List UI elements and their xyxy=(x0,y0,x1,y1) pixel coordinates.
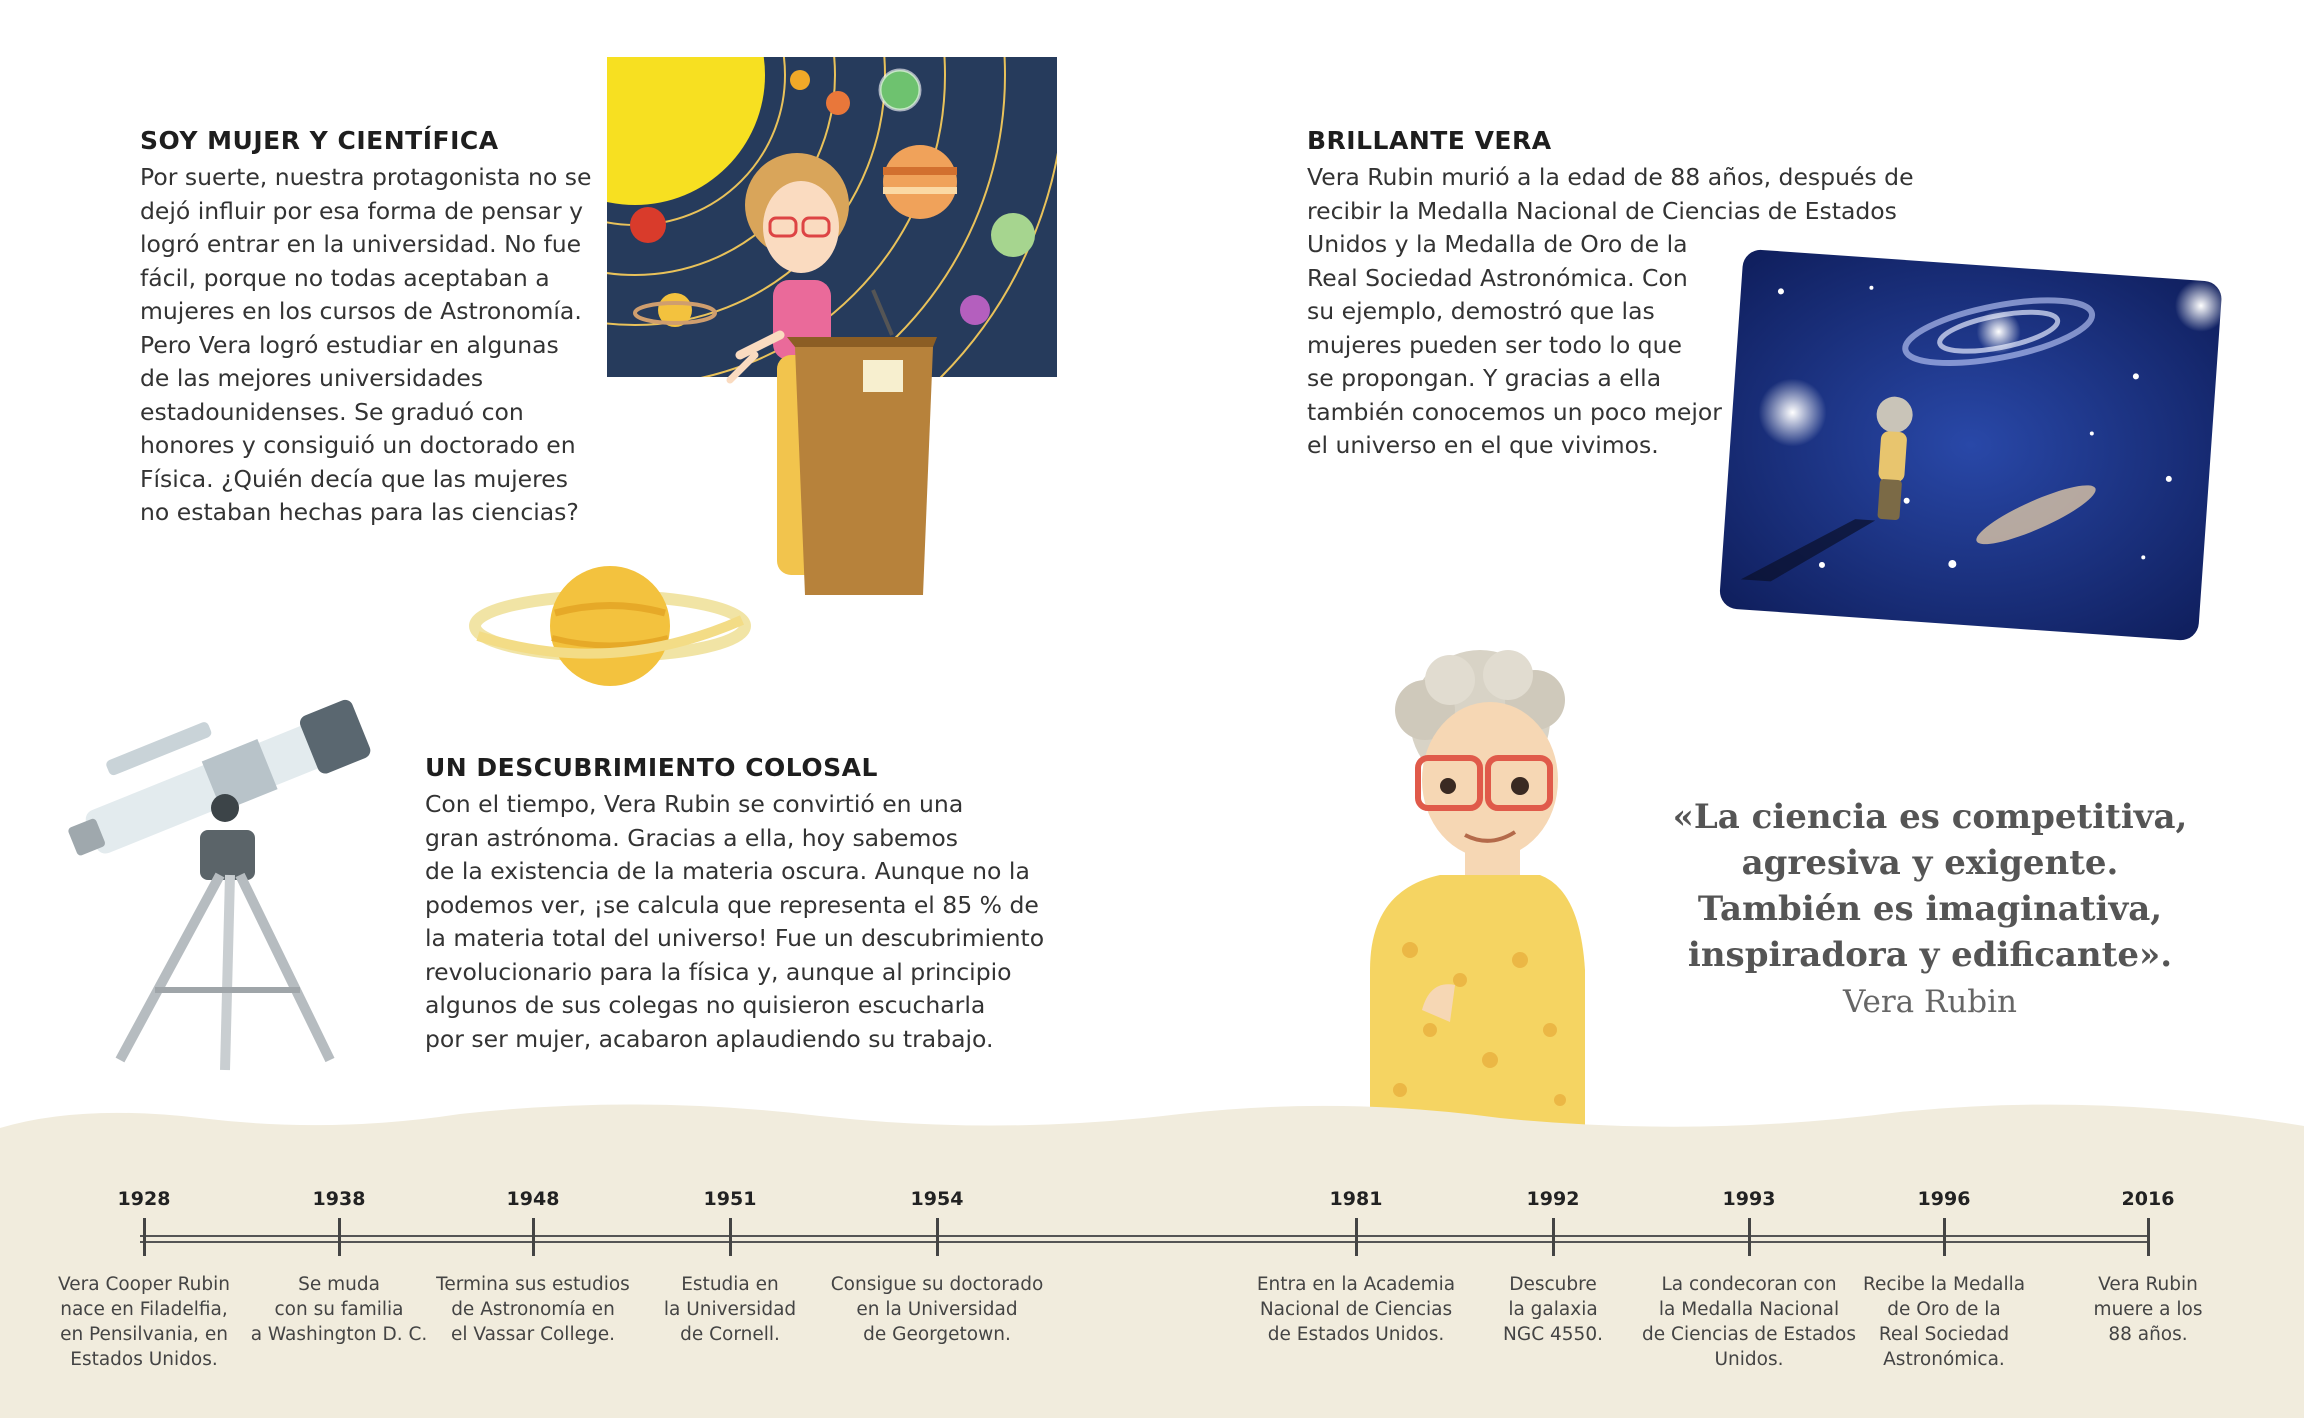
desc-line: Vera Cooper Rubin xyxy=(58,1274,230,1295)
text-line: también conocemos un poco mejor xyxy=(1307,397,1722,426)
text-line: Con el tiempo, Vera Rubin se convirtió en una xyxy=(425,790,964,818)
text-line: Real Sociedad Astronómica. Con xyxy=(1307,263,1688,292)
timeline-tick xyxy=(1355,1218,1358,1256)
quote-author: Vera Rubin xyxy=(1842,984,2018,1020)
desc-line: a Washington D. C. xyxy=(250,1324,428,1345)
desc-line: La condecoran con xyxy=(1661,1274,1837,1295)
desc-line: nace en Filadelfia, xyxy=(60,1299,228,1320)
desc-line: Termina sus estudios xyxy=(436,1274,630,1295)
desc-line: Nacional de Ciencias xyxy=(1259,1299,1453,1320)
saturn-icon xyxy=(460,558,760,698)
desc-line: la galaxia xyxy=(1508,1299,1598,1320)
desc-line: de Georgetown. xyxy=(863,1324,1011,1345)
timeline xyxy=(0,1100,2304,1418)
desc-line: con su familia xyxy=(274,1299,404,1320)
timeline-description xyxy=(610,1272,850,1347)
text-line: no estaban hechas para las ciencias? xyxy=(140,498,579,526)
timeline-year: 1954 xyxy=(910,1188,964,1210)
desc-line: de Cornell. xyxy=(680,1324,780,1345)
section-heading: UN DESCUBRIMIENTO COLOSAL xyxy=(425,753,878,782)
desc-line: de Astronomía en xyxy=(451,1299,615,1320)
text-line: algunos de sus colegas no quisieron escucharla xyxy=(425,991,986,1019)
desc-line: Descubre xyxy=(1509,1274,1597,1295)
text-line: la materia total del universo! Fue un descubrimiento xyxy=(425,924,1045,952)
text-line: se propongan. Y gracias a ella xyxy=(1307,364,1662,392)
section-heading: BRILLANTE VERA xyxy=(1307,126,1552,155)
section-heading: SOY MUJER Y CIENTÍFICA xyxy=(140,126,499,155)
desc-line: Se muda xyxy=(298,1274,380,1295)
desc-line: Entra en la Academia xyxy=(1256,1274,1456,1295)
timeline-description xyxy=(817,1272,1057,1347)
section-soy-mujer xyxy=(140,126,610,530)
text-line: estadounidenses. Se graduó con xyxy=(140,397,524,426)
section-paragraph xyxy=(1307,161,1927,463)
vera-rubin-portrait xyxy=(1330,650,1650,1125)
text-line: recibir la Medalla Nacional de Ciencias de Estados xyxy=(1307,196,1897,225)
timeline-year: 1938 xyxy=(312,1188,366,1210)
text-line: gran astrónoma. Gracias a ella, hoy sabemos xyxy=(425,823,958,852)
text-line: fácil, porque no todas aceptaban a xyxy=(140,263,550,292)
timeline-tick xyxy=(729,1218,732,1256)
desc-line: 88 años. xyxy=(2108,1324,2188,1345)
desc-line: Estudia en xyxy=(681,1274,779,1295)
desc-line: Unidos. xyxy=(1714,1349,1784,1370)
section-paragraph xyxy=(140,161,610,530)
quote-block xyxy=(1640,794,2220,1020)
timeline-tick xyxy=(532,1218,535,1256)
section-paragraph xyxy=(425,788,1045,1056)
quote-line: «La ciencia es competitiva, xyxy=(1672,797,2188,837)
text-line: mujeres pueden ser todo lo que xyxy=(1307,330,1682,359)
timeline-tick xyxy=(2147,1218,2150,1256)
text-line: logró entrar en la universidad. No fue xyxy=(140,230,582,258)
timeline-year: 1951 xyxy=(703,1188,757,1210)
timeline-tick xyxy=(338,1218,341,1256)
desc-line: en Pensilvania, en xyxy=(60,1324,228,1345)
timeline-year: 1948 xyxy=(506,1188,560,1210)
desc-line: Estados Unidos. xyxy=(70,1349,218,1370)
timeline-year: 2016 xyxy=(2121,1188,2175,1210)
timeline-tick xyxy=(936,1218,939,1256)
timeline-year: 1981 xyxy=(1329,1188,1383,1210)
text-line: de la existencia de la materia oscura. Aunque no la xyxy=(425,857,1030,885)
desc-line: Vera Rubin xyxy=(2098,1274,2198,1295)
desc-line: de Oro de la xyxy=(1887,1299,2001,1320)
text-line: de las mejores universidades xyxy=(140,364,484,392)
desc-line: la Universidad xyxy=(663,1299,797,1320)
text-line: Por suerte, nuestra protagonista no se xyxy=(140,163,592,191)
timeline-year: 1993 xyxy=(1722,1188,1776,1210)
timeline-year: 1928 xyxy=(117,1188,171,1210)
text-line: Vera Rubin murió a la edad de 88 años, después de xyxy=(1307,163,1914,191)
desc-line: Recibe la Medalla xyxy=(1862,1274,2026,1295)
timeline-tick xyxy=(1748,1218,1751,1256)
text-line: el universo en el que vivimos. xyxy=(1307,431,1659,459)
desc-line: de Estados Unidos. xyxy=(1267,1324,1445,1345)
text-line: honores y consiguió un doctorado en xyxy=(140,431,576,459)
text-line: revolucionario para la física y, aunque al principio xyxy=(425,957,1012,986)
timeline-tick xyxy=(1943,1218,1946,1256)
text-line: dejó influir por esa forma de pensar y xyxy=(140,196,583,225)
text-line: Física. ¿Quién decía que las mujeres xyxy=(140,464,568,493)
desc-line: muere a los xyxy=(2093,1299,2203,1320)
timeline-tick xyxy=(143,1218,146,1256)
text-line: por ser mujer, acabaron aplaudiendo su trabajo. xyxy=(425,1024,994,1053)
timeline-year: 1992 xyxy=(1526,1188,1580,1210)
section-descubrimiento xyxy=(425,753,1045,1056)
section-brillante-vera xyxy=(1307,126,1927,463)
solar-system-illustration xyxy=(605,55,1060,595)
quote-line: agresiva y exigente. xyxy=(1741,843,2119,883)
text-line: Pero Vera logró estudiar en algunas xyxy=(140,330,559,359)
text-line: podemos ver, ¡se calcula que representa el 85 % de xyxy=(425,890,1039,919)
quote-line: También es imaginativa, xyxy=(1697,889,2163,929)
timeline-year: 1996 xyxy=(1917,1188,1971,1210)
desc-line: el Vassar College. xyxy=(451,1324,615,1345)
desc-line: Consigue su doctorado xyxy=(830,1274,1044,1295)
desc-line: en la Universidad xyxy=(856,1299,1018,1320)
text-line: su ejemplo, demostró que las xyxy=(1307,297,1655,325)
desc-line: de Ciencias de Estados xyxy=(1642,1324,1856,1345)
timeline-description xyxy=(2028,1272,2268,1347)
timeline-tick xyxy=(1552,1218,1555,1256)
text-line: Unidos y la Medalla de Oro de la xyxy=(1307,230,1688,258)
desc-line: Astronómica. xyxy=(1883,1349,2005,1370)
telescope-icon xyxy=(60,660,380,1090)
quote-line: inspiradora y edificante». xyxy=(1687,935,2173,975)
desc-line: NGC 4550. xyxy=(1503,1324,1603,1345)
timeline-axis xyxy=(140,1235,2150,1243)
desc-line: la Medalla Nacional xyxy=(1658,1299,1840,1320)
text-line: mujeres en los cursos de Astronomía. xyxy=(140,297,582,325)
desc-line: Real Sociedad xyxy=(1878,1324,2010,1345)
